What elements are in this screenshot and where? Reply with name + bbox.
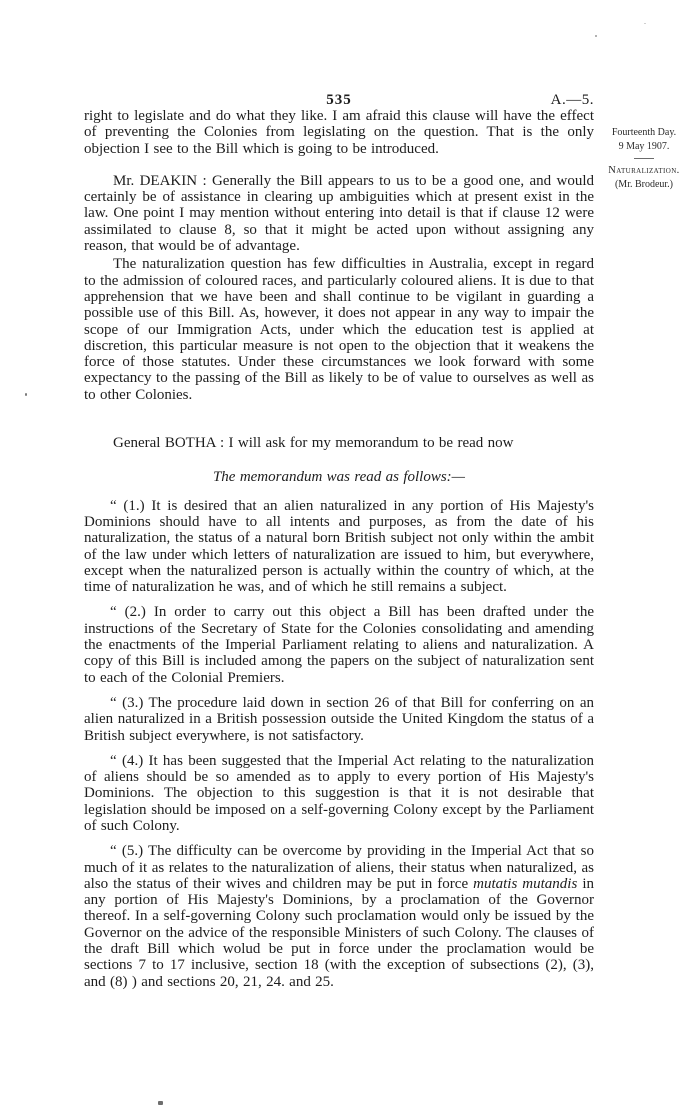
paragraph-3	[84, 256, 594, 403]
text-run: Mr. DEAKIN : Generally the Bill appears to us to be a good one, and would certainly be of assistance in clearing up ambiguities which at present exist in the law. One point I may mention without entering into detail is that if clause 12 were assimilated to clause 8, so that it might be acted upon without assigning any reason, that would be of advantage.	[84, 172, 594, 255]
italic-text-run: mutatis mutandis	[473, 875, 578, 892]
margin-rule	[634, 158, 654, 159]
page-number: 535	[326, 92, 352, 108]
paragraph-9	[84, 753, 594, 834]
text-run: right to legislate and do what they like. I am afraid this clause will have the effect of preventing the Colonies from legislating on the question. That is the only objection I see to the Bill which is going to be introduced.	[84, 108, 594, 157]
margin-notes	[597, 126, 691, 192]
margin-note-subject: Naturalization.	[608, 165, 680, 176]
paragraph-1	[84, 108, 594, 157]
text-run: “ (5.) The difficulty can be overcome by providing in the Imperial Act that so much of it as relates to the naturalization of aliens, their status when naturalized, as also the status of their wives and children may be put in force	[84, 843, 594, 892]
margin-note-day: Fourteenth Day.	[611, 127, 677, 138]
text-run: General BOTHA : I will ask for my memorandum to be read now	[113, 435, 514, 452]
text-run: The naturalization question has few difficulties in Australia, except in regard to the admission of coloured races, and particularly coloured aliens. It is due to that apprehension that we have been and shall continue to be vigilant in guarding a possible use of this Bill. As, however, it does not appear in any way to impair the scope of our Immigration Acts, under which the education test is applied at discretion, this particular measure is not open to the objection that it weakens the force of those statutes. Under these circumstances we look forward with some expectancy to the passing of the Bill as likely to be of value to ourselves as well as to other Colonies.	[84, 256, 594, 403]
text-run: “ (3.) The procedure laid down in section 26 of that Bill for conferring on an alien naturalized in a British possession outside the United Kingdom the status of a British subject everywhere, is not satisfactory.	[84, 694, 594, 744]
document-body	[84, 108, 594, 990]
margin-note-attribution: (Mr. Brodeur.)	[614, 179, 674, 190]
scan-speck	[25, 393, 27, 396]
paragraph-2	[84, 173, 594, 254]
paragraph-4	[84, 435, 594, 451]
text-run: “ (4.) It has been suggested that the Imperial Act relating to the naturalization of aliens should be so amended as to apply to every portion of His Majesty's Dominions. The objection to this suggestion is that it is not desirable that legislation should be imposed on a self-governing Colony except by the Parliament of such Colony.	[84, 752, 594, 834]
paragraph-6	[84, 498, 594, 596]
paragraph-10	[84, 843, 594, 990]
paragraph-7	[84, 604, 594, 685]
text-run: “ (2.) In order to carry out this object a Bill has been drafted under the instructions of the Secretary of State for the Colonies consolidating and amending the enactments of the Imperial Parliament relating to aliens and naturalization. A copy of this Bill is included among the papers on the subject of naturalization sent to each of the Colonial Premiers.	[84, 604, 594, 686]
text-run: The memorandum was read as follows:—	[212, 469, 466, 486]
text-run: “ (1.) It is desired that an alien naturalized in any portion of His Majesty's Dominions should have to all intents and purposes, as from the date of his naturalization, the status of a natural born British subject not only within the ambit of the law under which letters of naturalization are issued to him, but everywhere, except when the naturalized person is actually within the country of which, at the time of naturalization he was, and of which he still remains a subject.	[84, 497, 594, 596]
paragraph-8	[84, 695, 594, 744]
text-run: in any portion of His Majesty's Dominions, by a proclamation of the Governor thereof. In a self-governing Colony such proclamation would only be issued by the Governor on the advice of the responsible Ministers of such Colony. The clauses of the draft Bill which wolud be put in force under the proclamation would be sections 7 to 17 inclusive, section 18 (with the exception of subsections (2), (3), and (8) ) and sections 20, 21, 24. and 25.	[84, 875, 594, 990]
paragraph-5	[84, 469, 594, 485]
margin-note-date: 9 May 1907.	[618, 141, 670, 152]
scan-speck	[158, 1101, 163, 1105]
scan-speck	[644, 23, 646, 24]
scan-speck	[595, 35, 597, 37]
document-reference: A.—5.	[550, 92, 594, 108]
